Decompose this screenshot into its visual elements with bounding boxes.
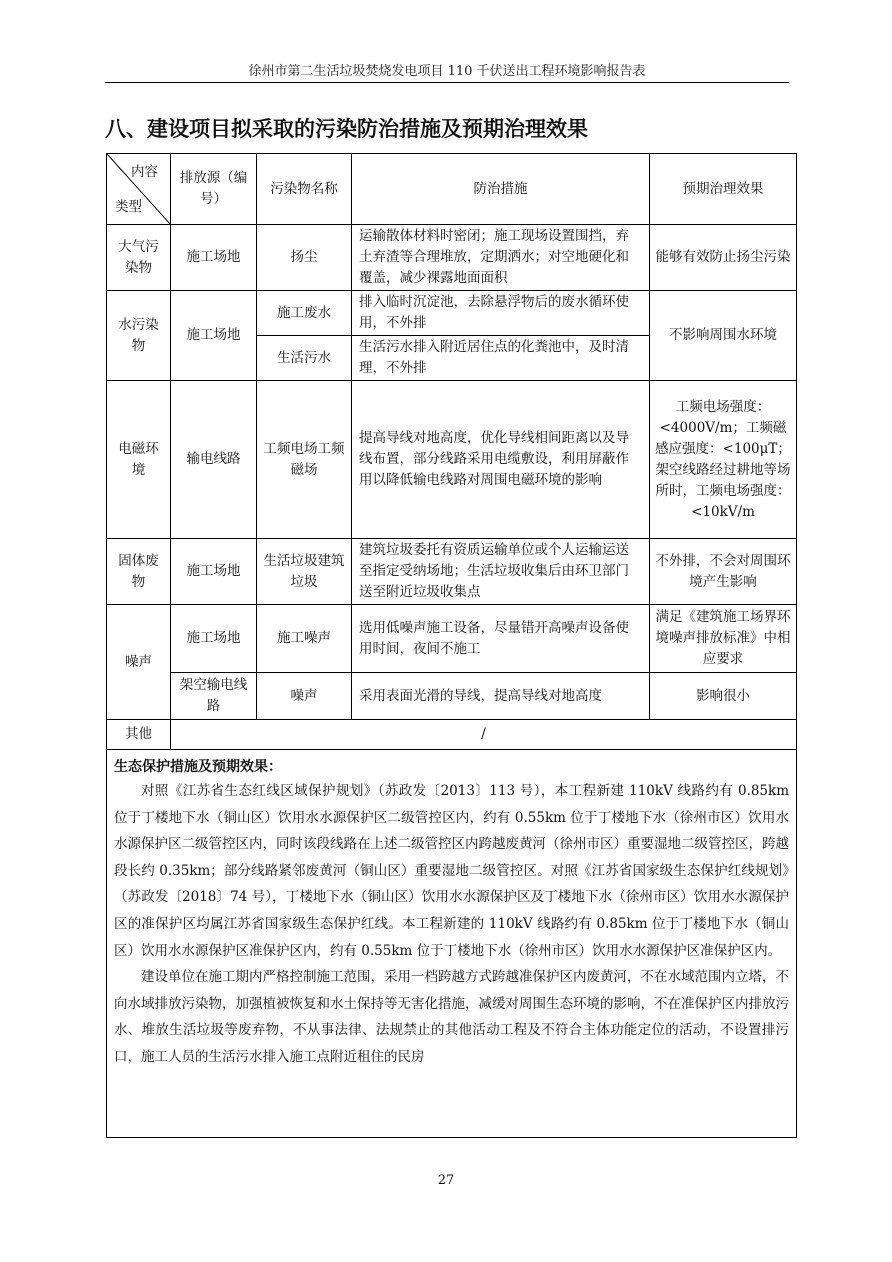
eco-paragraph-1: 对照《江苏省生态红线区域保护规划》（苏政发〔2013〕113 号），本工程新建 110kV 线路约有 0.85km 位于丁楼地下水（铜山区）饮用水水源保护区二级管控区内，约有 0.55km 位于丁楼地下水（徐州市区）饮用水水源保护区二级管控区内，同时该段线路在上述二级管控区内跨越废黄河（徐州市区）重要湿地二级管控区，跨越段长约 0.35km；部分线路紧邻废黄河（铜山区）重要湿地二级管控区。对照《江苏省国家级生态保护红线规划》（苏政发〔2018〕74 号），丁楼地下水（铜山区）饮用水水源保护区及丁楼地下水（徐州市区）饮用水水源保护区的准保护区均属江苏省国家级生态保护红线。本工程新建的 110kV 线路约有 0.85km 位于丁楼地下水（铜山区）饮用水水源保护区准保护区内，约有 0.55km 位于丁楼地下水（徐州市区）饮用水水源保护区准保护区内。 xyxy=(114,783,789,959)
water-measures-1: 排入临时沉淀池，去除悬浮物后的废水循环使用，不外排 xyxy=(352,291,650,336)
table-row-water-1 xyxy=(107,291,797,336)
section-heading: 八、建设项目拟采取的污染防治措施及预期治理效果 xyxy=(105,117,588,141)
noise-measures-1: 选用低噪声施工设备，尽量错开高噪声设备使用时间，夜间不施工 xyxy=(352,605,650,673)
air-pollutant: 扬尘 xyxy=(257,225,352,291)
header-effect: 预期治理效果 xyxy=(650,154,797,225)
noise-type: 噪声 xyxy=(107,605,171,720)
pollution-control-table xyxy=(106,153,797,1138)
page-number: 27 xyxy=(437,1173,455,1188)
eco-protection-cell xyxy=(107,750,797,1138)
table-row-solid xyxy=(107,539,797,605)
noise-pollutant-1: 施工噪声 xyxy=(257,605,352,673)
table-row-air xyxy=(107,225,797,291)
other-value: / xyxy=(171,720,797,750)
air-effect: 能够有效防止扬尘污染 xyxy=(650,225,797,291)
em-source: 输电线路 xyxy=(171,381,257,539)
header-source: 排放源（编号） xyxy=(171,154,257,225)
air-source: 施工场地 xyxy=(171,225,257,291)
solid-measures: 建筑垃圾委托有资质运输单位或个人运输运送至指定受纳场地；生活垃圾收集后由环卫部门送至附近垃圾收集点 xyxy=(352,539,650,605)
diagonal-header-cell xyxy=(107,154,171,225)
noise-pollutant-2: 噪声 xyxy=(257,673,352,720)
table-row-noise-1 xyxy=(107,605,797,673)
table-row-noise-2 xyxy=(107,673,797,720)
header-pollutant: 污染物名称 xyxy=(257,154,352,225)
report-header-title: 徐州市第二生活垃圾焚烧发电项目 110 千伏送出工程环境影响报告表 xyxy=(248,64,646,79)
noise-measures-2: 采用表面光滑的导线，提高导线对地高度 xyxy=(352,673,650,720)
water-pollutant-2: 生活污水 xyxy=(257,336,352,381)
table-header-row xyxy=(107,154,797,225)
table-row-eco xyxy=(107,750,797,1138)
em-measures: 提高导线对地高度，优化导线相间距离以及导线布置，部分线路采用电缆敷设，利用屏蔽作用以降低输电线路对周围电磁环境的影响 xyxy=(352,381,650,539)
water-effect: 不影响周围水环境 xyxy=(650,291,797,381)
water-source: 施工场地 xyxy=(171,291,257,381)
solid-type: 固体废物 xyxy=(107,539,171,605)
diag-header-content: 内容 xyxy=(131,164,158,180)
solid-source: 施工场地 xyxy=(171,539,257,605)
header-measures: 防治措施 xyxy=(352,154,650,225)
em-pollutant: 工频电场工频磁场 xyxy=(257,381,352,539)
em-effect: 工频电场强度：<4000V/m；工频磁感应强度：<100μT；架空线路经过耕地等场所时，工频电场强度：<10kV/m xyxy=(650,381,797,539)
table-row-other xyxy=(107,720,797,750)
solid-pollutant: 生活垃圾建筑垃圾 xyxy=(257,539,352,605)
eco-paragraph-2: 建设单位在施工期内严格控制施工范围，采用一档跨越方式跨越准保护区内废黄河，不在水域范围内立塔，不向水域排放污染物，加强植被恢复和水土保持等无害化措施，减缓对周围生态环境的影响，不在准保护区内排放污水、堆放生活垃圾等废弃物，不从事法律、法规禁止的其他活动工程及不符合主体功能定位的活动，不设置排污口，施工人员的生活污水排入施工点附近租住的民房 xyxy=(114,969,789,1065)
header-divider xyxy=(105,82,789,83)
water-measures-2: 生活污水排入附近居住点的化粪池中，及时清理，不外排 xyxy=(352,336,650,381)
water-type: 水污染物 xyxy=(107,291,171,381)
water-pollutant-1: 施工废水 xyxy=(257,291,352,336)
diag-header-type: 类型 xyxy=(115,199,142,215)
em-type: 电磁环境 xyxy=(107,381,171,539)
noise-effect-2: 影响很小 xyxy=(650,673,797,720)
eco-title: 生态保护措施及预期效果： xyxy=(114,759,282,775)
noise-effect-1: 满足《建筑施工场界环境噪声排放标准》中相应要求 xyxy=(650,605,797,673)
table-row-em xyxy=(107,381,797,539)
noise-source-2: 架空输电线路 xyxy=(171,673,257,720)
air-type: 大气污染物 xyxy=(107,225,171,291)
noise-source-1: 施工场地 xyxy=(171,605,257,673)
other-type: 其他 xyxy=(107,720,171,750)
solid-effect: 不外排，不会对周围环境产生影响 xyxy=(650,539,797,605)
air-measures: 运输散体材料时密闭；施工现场设置围挡，弃土弃渣等合理堆放，定期洒水；对空地硬化和覆盖，减少裸露地面面积 xyxy=(352,225,650,291)
